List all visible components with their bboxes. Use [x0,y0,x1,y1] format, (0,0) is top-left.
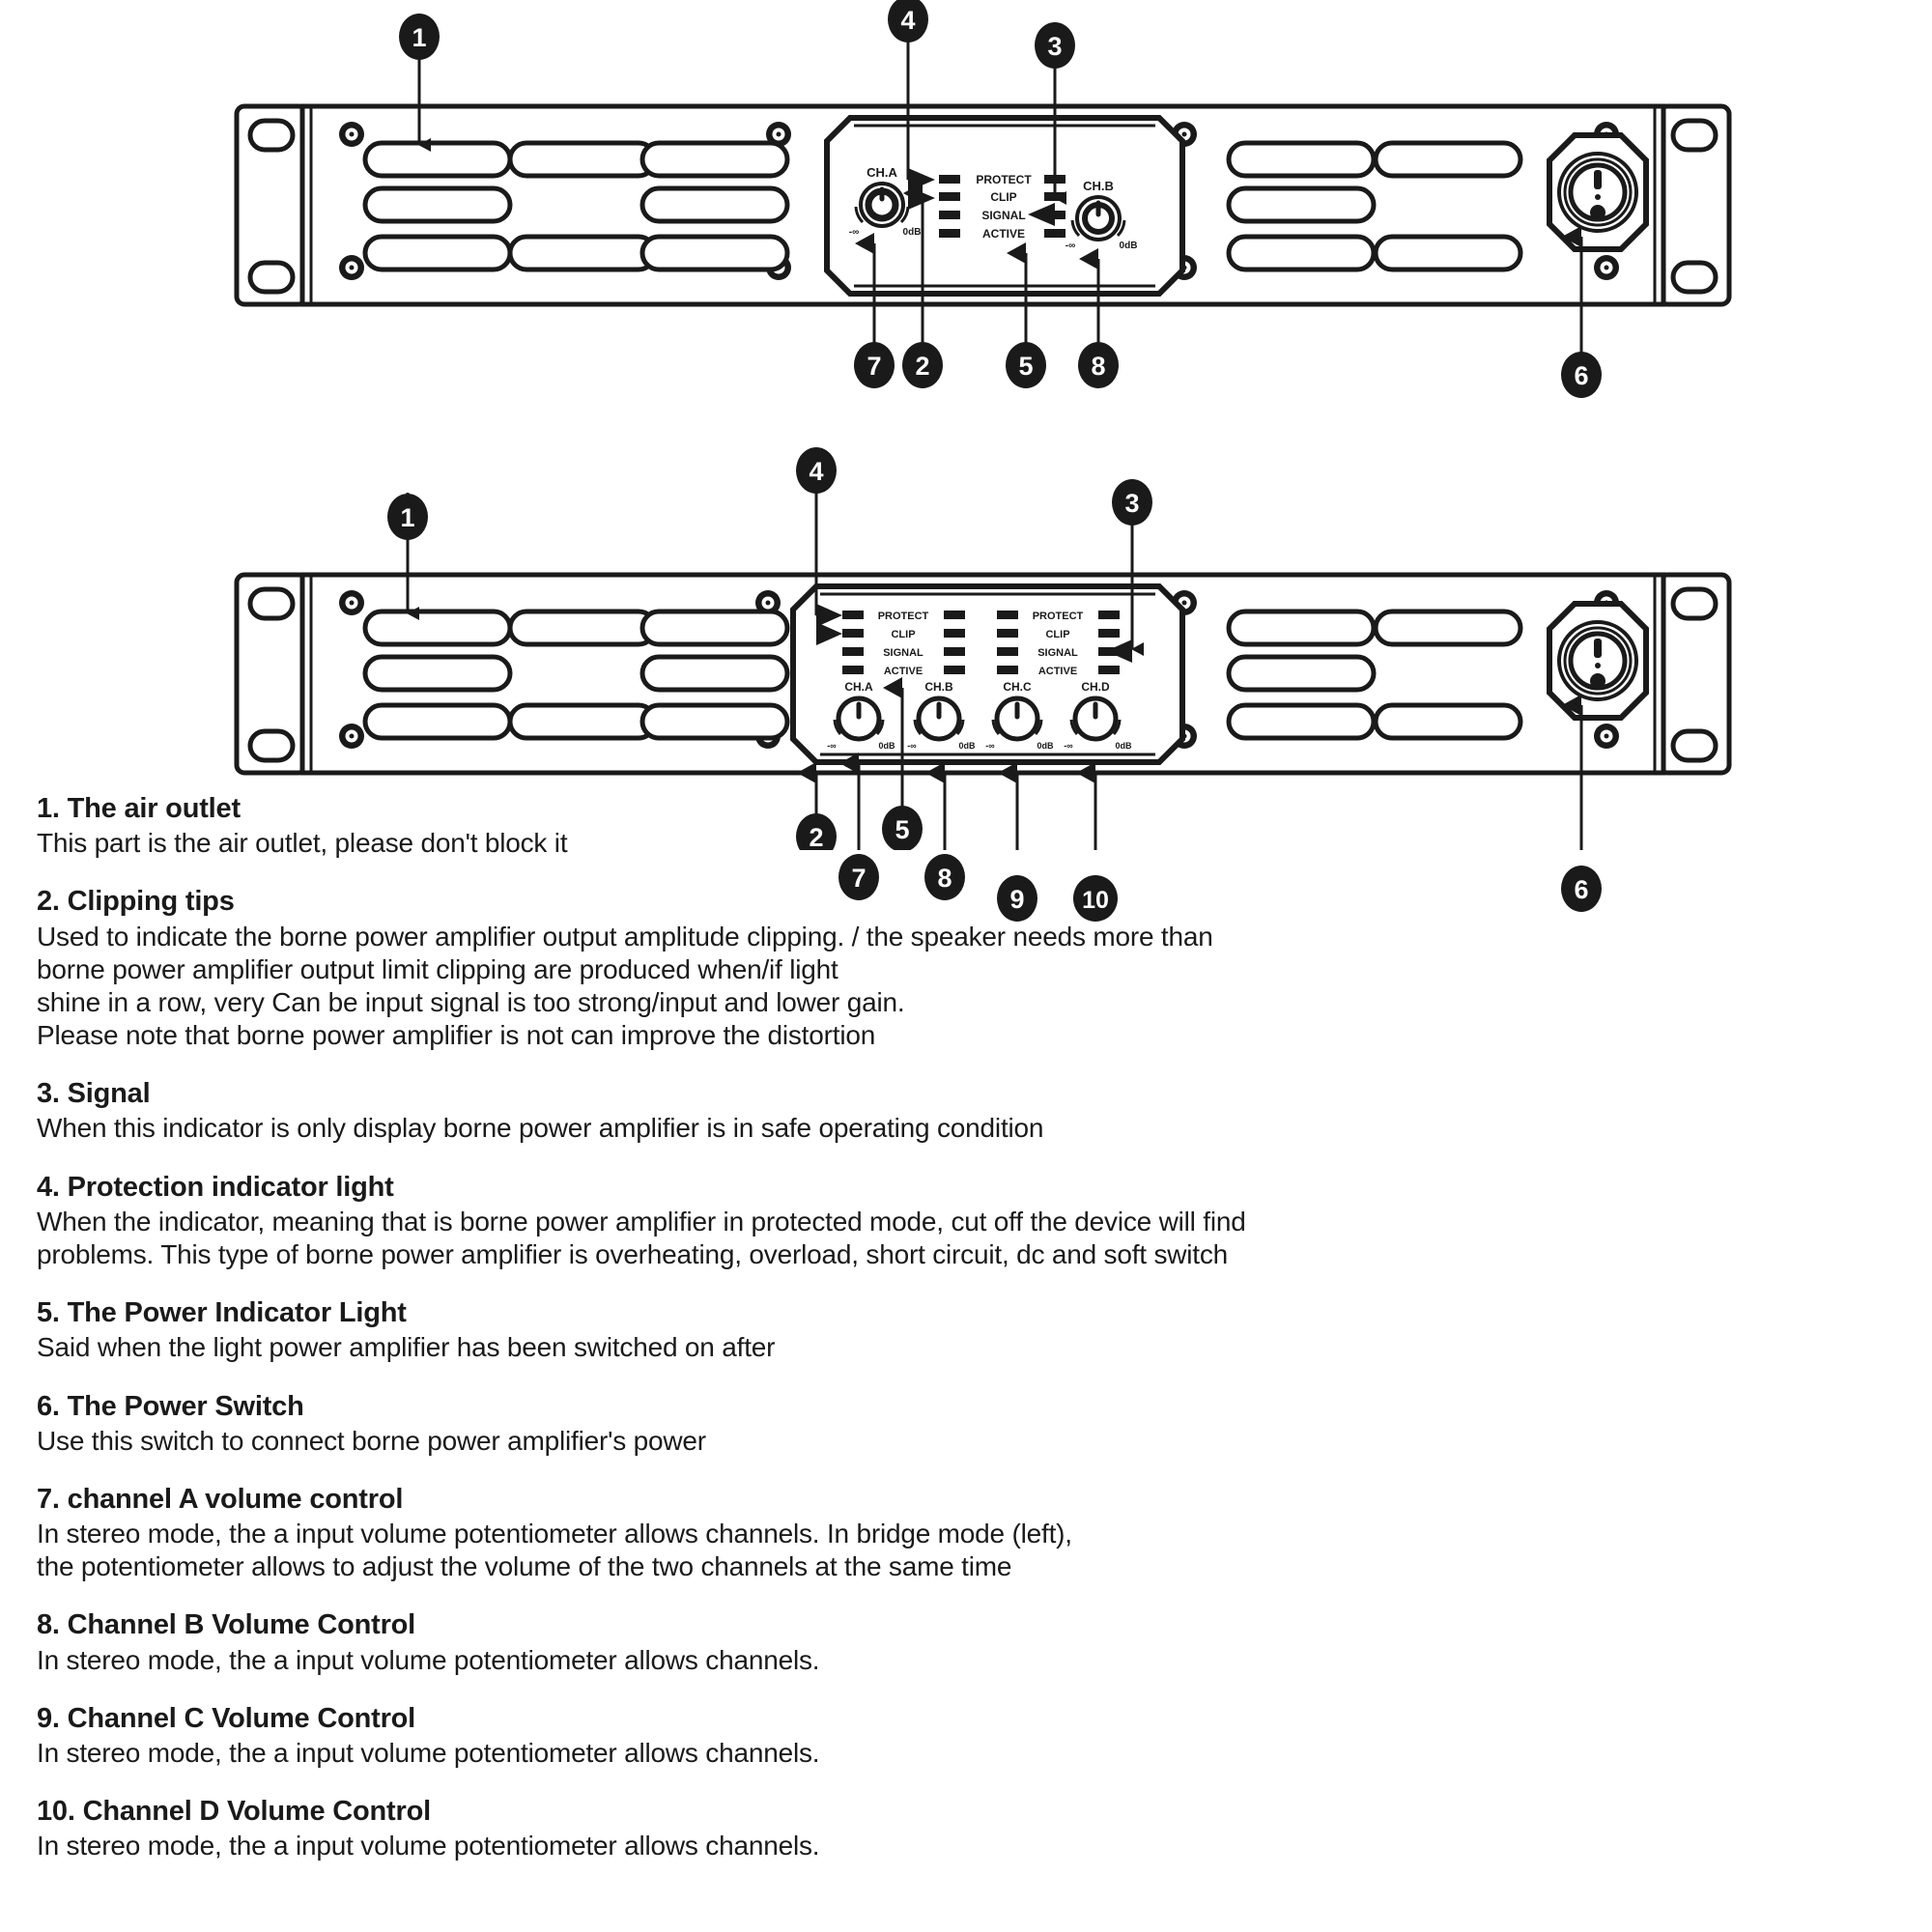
knob-label-ch-c-2: CH.C [1003,680,1032,694]
led-signal-a [842,647,864,656]
svg-text:2: 2 [915,352,930,381]
svg-text:3: 3 [1047,32,1063,61]
knob-min-ch-d-2: -∞ [1064,741,1073,751]
note-4 [0,1171,1932,1272]
callout-2 [902,342,943,388]
led-clip-b [944,629,965,638]
knob-min-label-ch-b: -∞ [1065,241,1076,251]
note-2-line-3: shine in a row, very Can be input signal is too strong/input and lower gain. [37,986,905,1017]
svg-text:4: 4 [900,6,916,35]
note-9 [0,1702,1932,1770]
svg-text:10: 10 [1082,887,1109,914]
led-label-signal: SIGNAL [981,209,1026,222]
note-7-line-2: the potentiometer allows to adjust the volume of the two channels at the same time [37,1551,1012,1582]
led-label-protect-cd: PROTECT [1032,611,1084,622]
led-protect-b [944,611,965,619]
note-6-title: 6. The Power Switch [37,1390,304,1422]
led-label-active-cd: ACTIVE [1037,666,1078,677]
power-switch[interactable] [1549,135,1646,249]
led-label-protect: PROTECT [976,173,1032,186]
led-active-d [1098,666,1120,674]
amplifier-diagrams [0,0,1932,850]
led-label-clip: CLIP [990,190,1017,204]
knob-label-ch-a: CH.A [867,165,897,180]
amplifier-diagram-svg [0,0,1932,850]
knob-max-ch-c-2: 0dB [1037,741,1054,751]
note-9-title: 9. Channel C Volume Control [37,1702,416,1734]
rack-ear-right [1660,106,1729,304]
note-10 [0,1795,1932,1862]
knob-label-ch-b-2: CH.B [924,680,953,694]
note-7 [0,1483,1932,1584]
note-8-title: 8. Channel B Volume Control [37,1609,416,1641]
knob-min-ch-b-2: -∞ [907,741,917,751]
note-7-line-1: In stereo mode, the a input volume potentiometer allows channels. In bridge mode (left), [37,1519,1072,1549]
svg-text:8: 8 [1091,352,1106,381]
led-label-active: ACTIVE [981,227,1026,241]
note-2 [0,885,1932,1052]
led-clip-a [842,629,864,638]
note-3-title: 3. Signal [37,1078,151,1110]
knob-max-ch-d-2: 0dB [1115,741,1132,751]
knob-max-ch-a-2: 0dB [878,741,895,751]
led-signal-c [997,647,1018,656]
callout-7 [854,342,895,388]
led-label-clip-cd: CLIP [1045,629,1070,640]
callout-3-b [1112,479,1152,526]
note-4-line-1: When the indicator, meaning that is borne power amplifier in protected mode, cut off the device will find [37,1206,1246,1236]
note-6 [0,1390,1932,1458]
svg-text:4: 4 [809,457,824,486]
callout-8 [1078,342,1119,388]
knob-label-ch-d-2: CH.D [1081,680,1110,694]
note-6-line-1: Use this switch to connect borne power amplifier's power [37,1425,706,1456]
four-channel-amplifier [237,447,1729,850]
note-2-line-4: Please note that borne power amplifier is not can improve the distortion [37,1020,876,1051]
led-signal-left [939,211,960,219]
led-label-signal-ab: SIGNAL [883,647,923,659]
rack-ear-left [237,106,306,304]
svg-text:6: 6 [1574,875,1589,904]
note-10-line-1: In stereo mode, the a input volume potentiometer allows channels. [37,1831,820,1861]
note-8 [0,1608,1932,1676]
note-4-line-2: problems. This type of borne power amplifier is overheating, overload, short circuit, dc and soft switch [37,1238,1229,1269]
led-clip-c [997,629,1018,638]
callout-1 [399,14,440,60]
note-10-title: 10. Channel D Volume Control [37,1796,431,1828]
knob-max-label-ch-b: 0dB [1119,241,1138,251]
note-2-line-1: Used to indicate the borne power amplifier output amplitude clipping. / the speaker needs more than [37,921,1213,952]
callout-3 [1035,22,1075,69]
legend-notes [0,792,1932,1889]
svg-text:9: 9 [1009,885,1025,914]
led-active-right [1044,229,1065,238]
svg-text:6: 6 [1574,361,1589,390]
knob-min-ch-c-2: -∞ [985,741,995,751]
rack-ear-left-2 [237,575,306,773]
note-3-line-1: When this indicator is only display borne power amplifier is in safe operating condition [37,1113,1044,1144]
led-signal-b [944,647,965,656]
note-5-title: 5. The Power Indicator Light [37,1297,407,1329]
note-5 [0,1296,1932,1364]
note-4-title: 4. Protection indicator light [37,1171,394,1203]
svg-text:8: 8 [937,864,952,893]
led-label-protect-ab: PROTECT [877,611,929,622]
callout-6 [1561,352,1602,398]
led-protect-d [1098,611,1120,619]
note-1 [0,792,1932,860]
svg-text:1: 1 [400,503,415,532]
callout-4-b [796,447,837,494]
led-protect-c [997,611,1018,619]
led-label-signal-cd: SIGNAL [1037,647,1078,659]
led-label-clip-ab: CLIP [891,629,916,640]
knob-min-ch-a-2: -∞ [827,741,837,751]
led-active-left [939,229,960,238]
note-1-title: 1. The air outlet [37,793,241,824]
note-2-line-2: borne power amplifier output limit clipping are produced when/if light [37,953,838,984]
callout-1-b [387,494,428,540]
note-1-line-1: This part is the air outlet, please don't block it [37,828,568,859]
note-7-title: 7. channel A volume control [37,1483,404,1515]
note-9-line-1: In stereo mode, the a input volume potentiometer allows channels. [37,1738,820,1768]
svg-text:7: 7 [867,352,882,381]
led-protect-a [842,611,864,619]
svg-text:5: 5 [895,815,910,844]
note-5-line-1: Said when the light power amplifier has been switched on after [37,1332,776,1363]
svg-text:2: 2 [809,823,824,850]
led-active-a [842,666,864,674]
callout-5 [1006,342,1046,388]
knob-min-label-ch-a: -∞ [848,227,860,238]
svg-text:3: 3 [1124,489,1140,518]
led-clip-d [1098,629,1120,638]
knob-max-ch-b-2: 0dB [958,741,976,751]
led-protect-left [939,175,960,184]
svg-text:7: 7 [851,864,867,893]
led-label-active-ab: ACTIVE [883,666,923,677]
power-switch-2[interactable] [1549,604,1646,718]
svg-text:5: 5 [1018,352,1034,381]
knob-label-ch-a-2: CH.A [844,680,873,694]
note-2-title: 2. Clipping tips [37,886,235,918]
led-active-b [944,666,965,674]
note-8-line-1: In stereo mode, the a input volume potentiometer allows channels. [37,1644,820,1675]
two-channel-amplifier [237,0,1729,398]
knob-label-ch-b: CH.B [1083,179,1114,193]
led-clip-left [939,192,960,201]
svg-text:1: 1 [412,23,427,52]
note-3 [0,1077,1932,1145]
callout-4 [888,0,928,43]
led-active-c [997,666,1018,674]
knob-max-label-ch-a: 0dB [902,227,922,238]
rack-ear-right-2 [1660,575,1729,773]
